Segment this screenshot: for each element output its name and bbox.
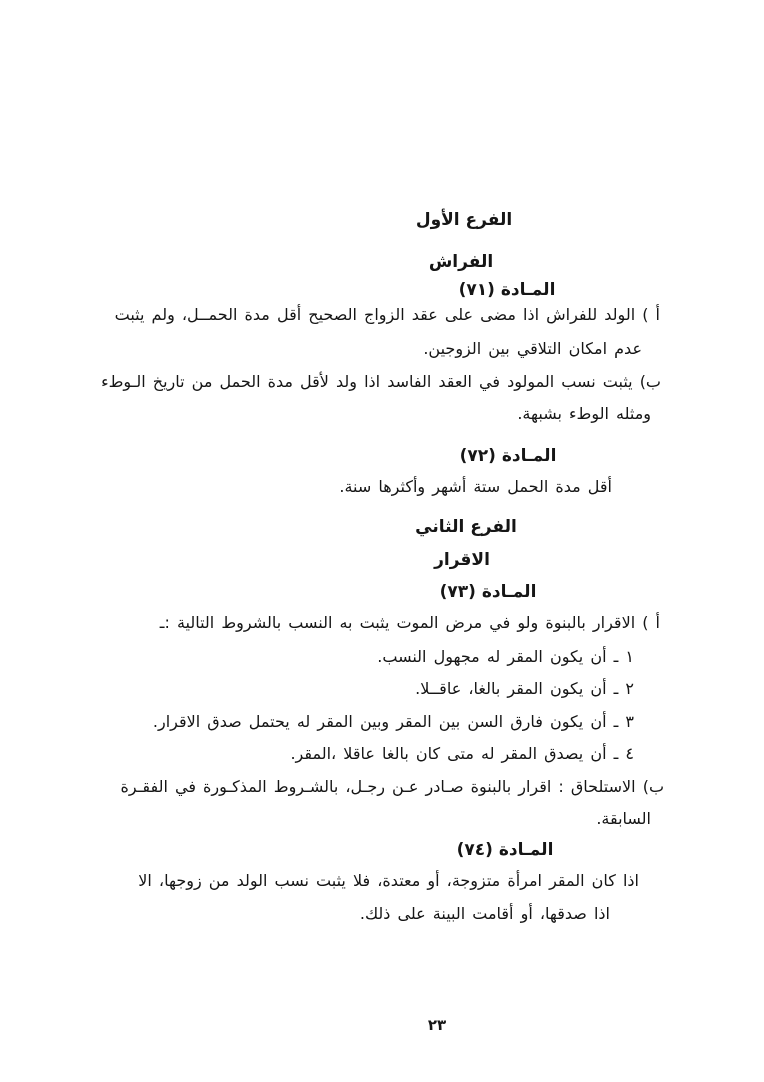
article73-condition-4: ٤ ـ أن يصدق المقر له متى كان بالغا عاقلا ،المقر. xyxy=(290,744,634,763)
article73-clause-b-line1: ب) الاستلحاق : اقرار بالبنوة صـادر عـن رجـل، بالشـروط المذكـورة في الفقـرة xyxy=(120,777,664,796)
branch1-heading: الفرع الأول xyxy=(415,210,513,230)
article73-clause-a-line1: أ ) الاقرار بالبنوة ولو في مرض الموت يثبت به النسب بالشروط التالية :ـ xyxy=(159,613,660,632)
article74-line2: اذا صدقها، أو أقامت البينة على ذلك. xyxy=(359,904,610,923)
article74-title: المـادة (٧٤) xyxy=(456,840,554,860)
article71-clause-b-line2: ومثله الوطء بشبهة. xyxy=(517,404,651,423)
article72-title: المـادة (٧٢) xyxy=(459,446,557,466)
article71-title: المـادة (٧١) xyxy=(458,280,556,300)
branch2-subheading: الاقرار xyxy=(434,550,490,570)
article73-condition-1: ١ ـ أن يكون المقر له مجهول النسب. xyxy=(377,647,634,666)
article71-clause-b-line1: ب) يثبت نسب المولود في العقد الفاسد اذا ولد لأقل مدة الحمل من تاريخ الـوطء xyxy=(101,372,661,391)
article73-condition-2: ٢ ـ أن يكون المقر بالغا، عاقــلا. xyxy=(415,679,634,698)
article73-condition-3: ٣ ـ أن يكون فارق السن بين المقر وبين المقر له يحتمل صدق الاقرار. xyxy=(152,712,634,731)
branch2-heading: الفرع الثاني xyxy=(415,517,517,537)
article74-line1: اذا كان المقر امرأة متزوجة، أو معتدة، فلا يثبت نسب الولد من زوجها، الا xyxy=(138,871,639,890)
article73-clause-b-line2: السابقة. xyxy=(596,809,651,828)
article72-body: أقل مدة الحمل ستة أشهر وأكثرها سنة. xyxy=(339,477,612,496)
article71-clause-a-line1: أ ) الولد للفراش اذا مضى على عقد الزواج الصحيح أقل مدة الحمــل، ولم يثبت xyxy=(114,305,660,324)
branch1-subheading: الفراش xyxy=(428,252,494,272)
article73-title: المـادة (٧٣) xyxy=(439,582,537,602)
page-number: ٢٣ xyxy=(427,1016,447,1034)
article71-clause-a-line2: عدم امكان التلاقي بين الزوجين. xyxy=(423,339,642,358)
